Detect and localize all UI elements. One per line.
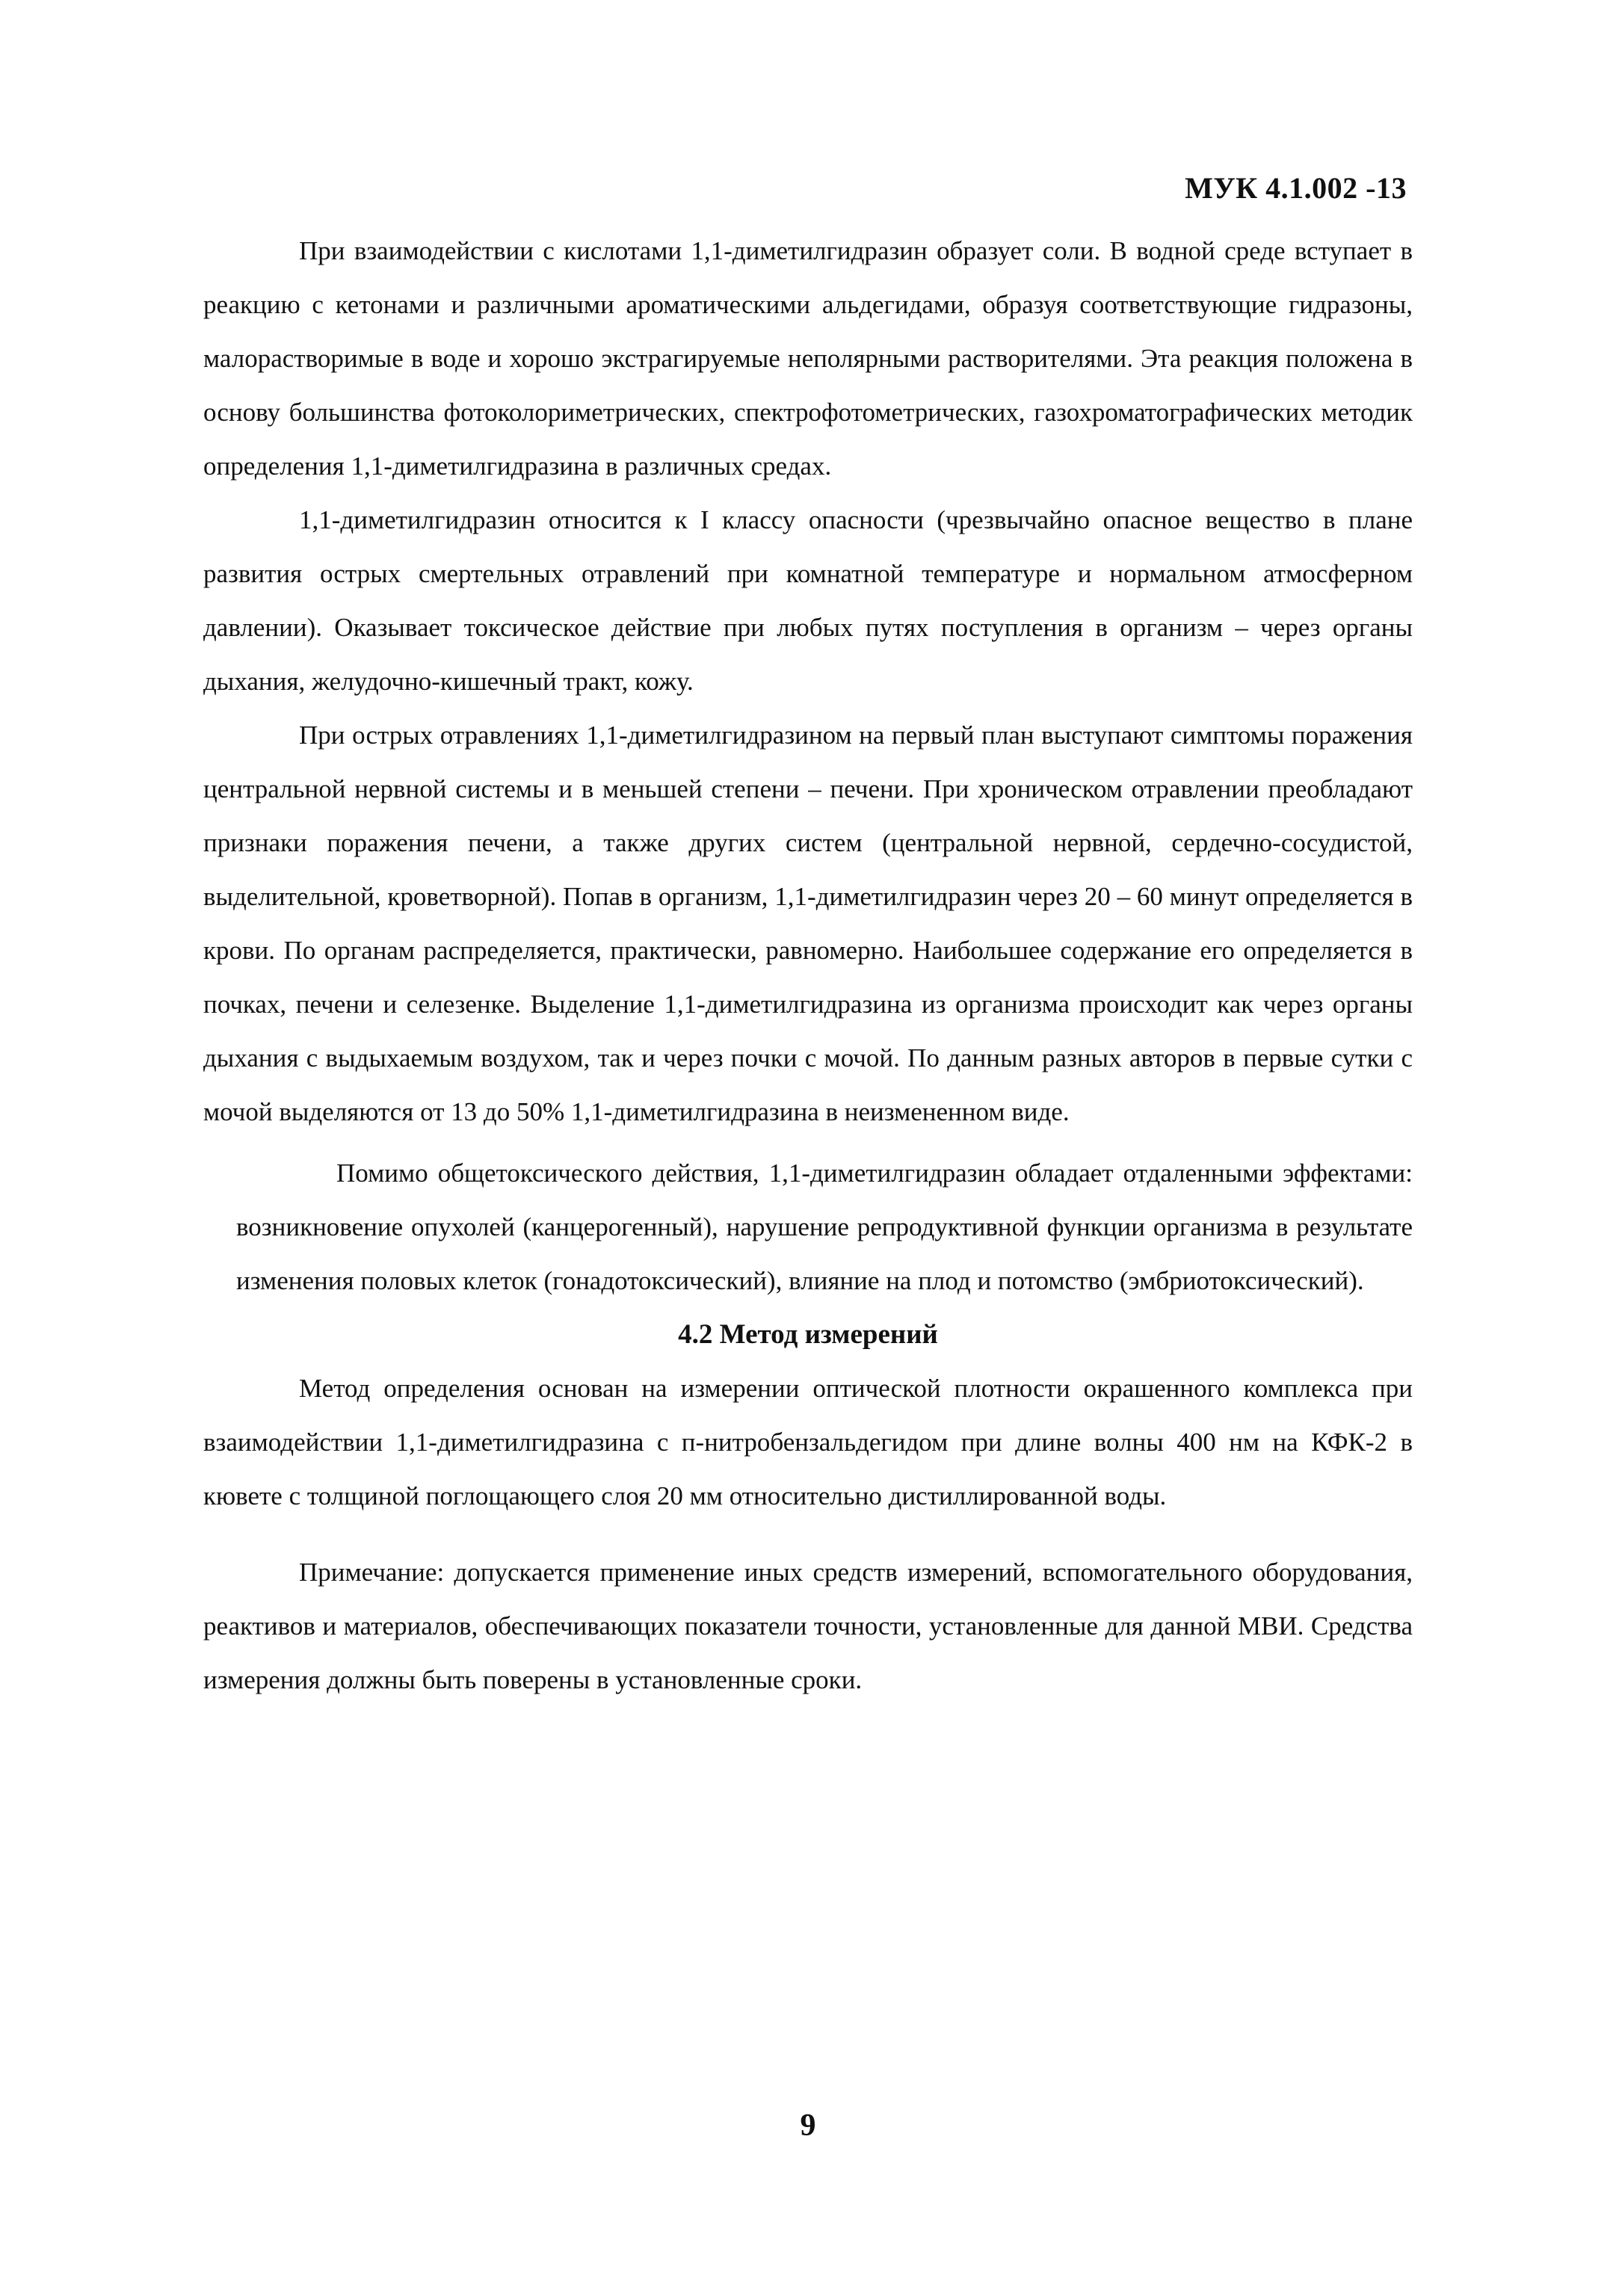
document-code-header: МУК 4.1.002 -13 xyxy=(1185,171,1407,205)
paragraph-poisoning-symptoms: При острых отравлениях 1,1-диметилгидразином на первый план выступают симптомы поражения центральной нервной системы и в меньшей степени – печени. При хроническом отравлении преобладают признаки поражения печени, а также других систем (центральной нервной, сердечно-сосудистой, выделительной, кроветворной). Попав в организм, 1,1-диметилгидразин через 20 – 60 минут определяется в крови. По органам распределяется, практически, равномерно. Наибольшее содержание его определяется в почках, печени и селезенке. Выделение 1,1-диметилгидразина из организма происходит как через органы дыхания с выдыхаемым воздухом, так и через почки с мочой. По данным разных авторов в первые сутки с мочой выделяются от 13 до 50% 1,1-диметилгидразина в неизмененном виде. xyxy=(203,720,1413,1126)
section-heading-measurement-method: 4.2 Метод измерений xyxy=(678,1319,938,1350)
paragraph-note: Примечание: допускается применение иных средств измерений, вспомогательного оборудования, реактивов и материалов, обеспечивающих показатели точности, установленные для данной МВИ. Средства измерения должны быть поверены в установленные сроки. xyxy=(203,1558,1413,1694)
paragraph-hazard-class: 1,1-диметилгидразин относится к I классу опасности (чрезвычайно опасное вещество в плане развития острых смертельных отравлений при комнатной температуре и нормальном атмосферном давлении). Оказывает токсическое действие при любых путях поступления в организм – через органы дыхания, желудочно-кишечный тракт, кожу. xyxy=(203,505,1413,696)
paragraph-chemical-properties: При взаимодействии с кислотами 1,1-диметилгидразин образует соли. В водной среде вступает в реакцию с кетонами и различными ароматическими альдегидами, образуя соответствующие гидразоны, малорастворимые в воде и хорошо экстрагируемые неполярными растворителями. Эта реакция положена в основу большинства фотоколориметрических, спектрофотометрических, газохроматографических методик определения 1,1-диметилгидразина в различных средах. xyxy=(203,236,1413,481)
page-number: 9 xyxy=(800,2108,816,2143)
paragraph-method-description: Метод определения основан на измерении оптической плотности окрашенного комплекса при взаимодействии 1,1-диметилгидразина с п-нитробензальдегидом при длине волны 400 нм на КФК-2 в кювете с толщиной поглощающего слоя 20 мм относительно дистиллированной воды. xyxy=(203,1374,1413,1510)
document-body xyxy=(203,224,1413,1707)
paragraph-long-term-effects: Помимо общетоксического действия, 1,1-диметилгидразин обладает отдаленными эффектами: возникновение опухолей (канцерогенный), нарушение репродуктивной функции организма в результате изменения половых клеток (гонадотоксический), влияние на плод и потомство (эмбриотоксический). xyxy=(236,1158,1413,1295)
